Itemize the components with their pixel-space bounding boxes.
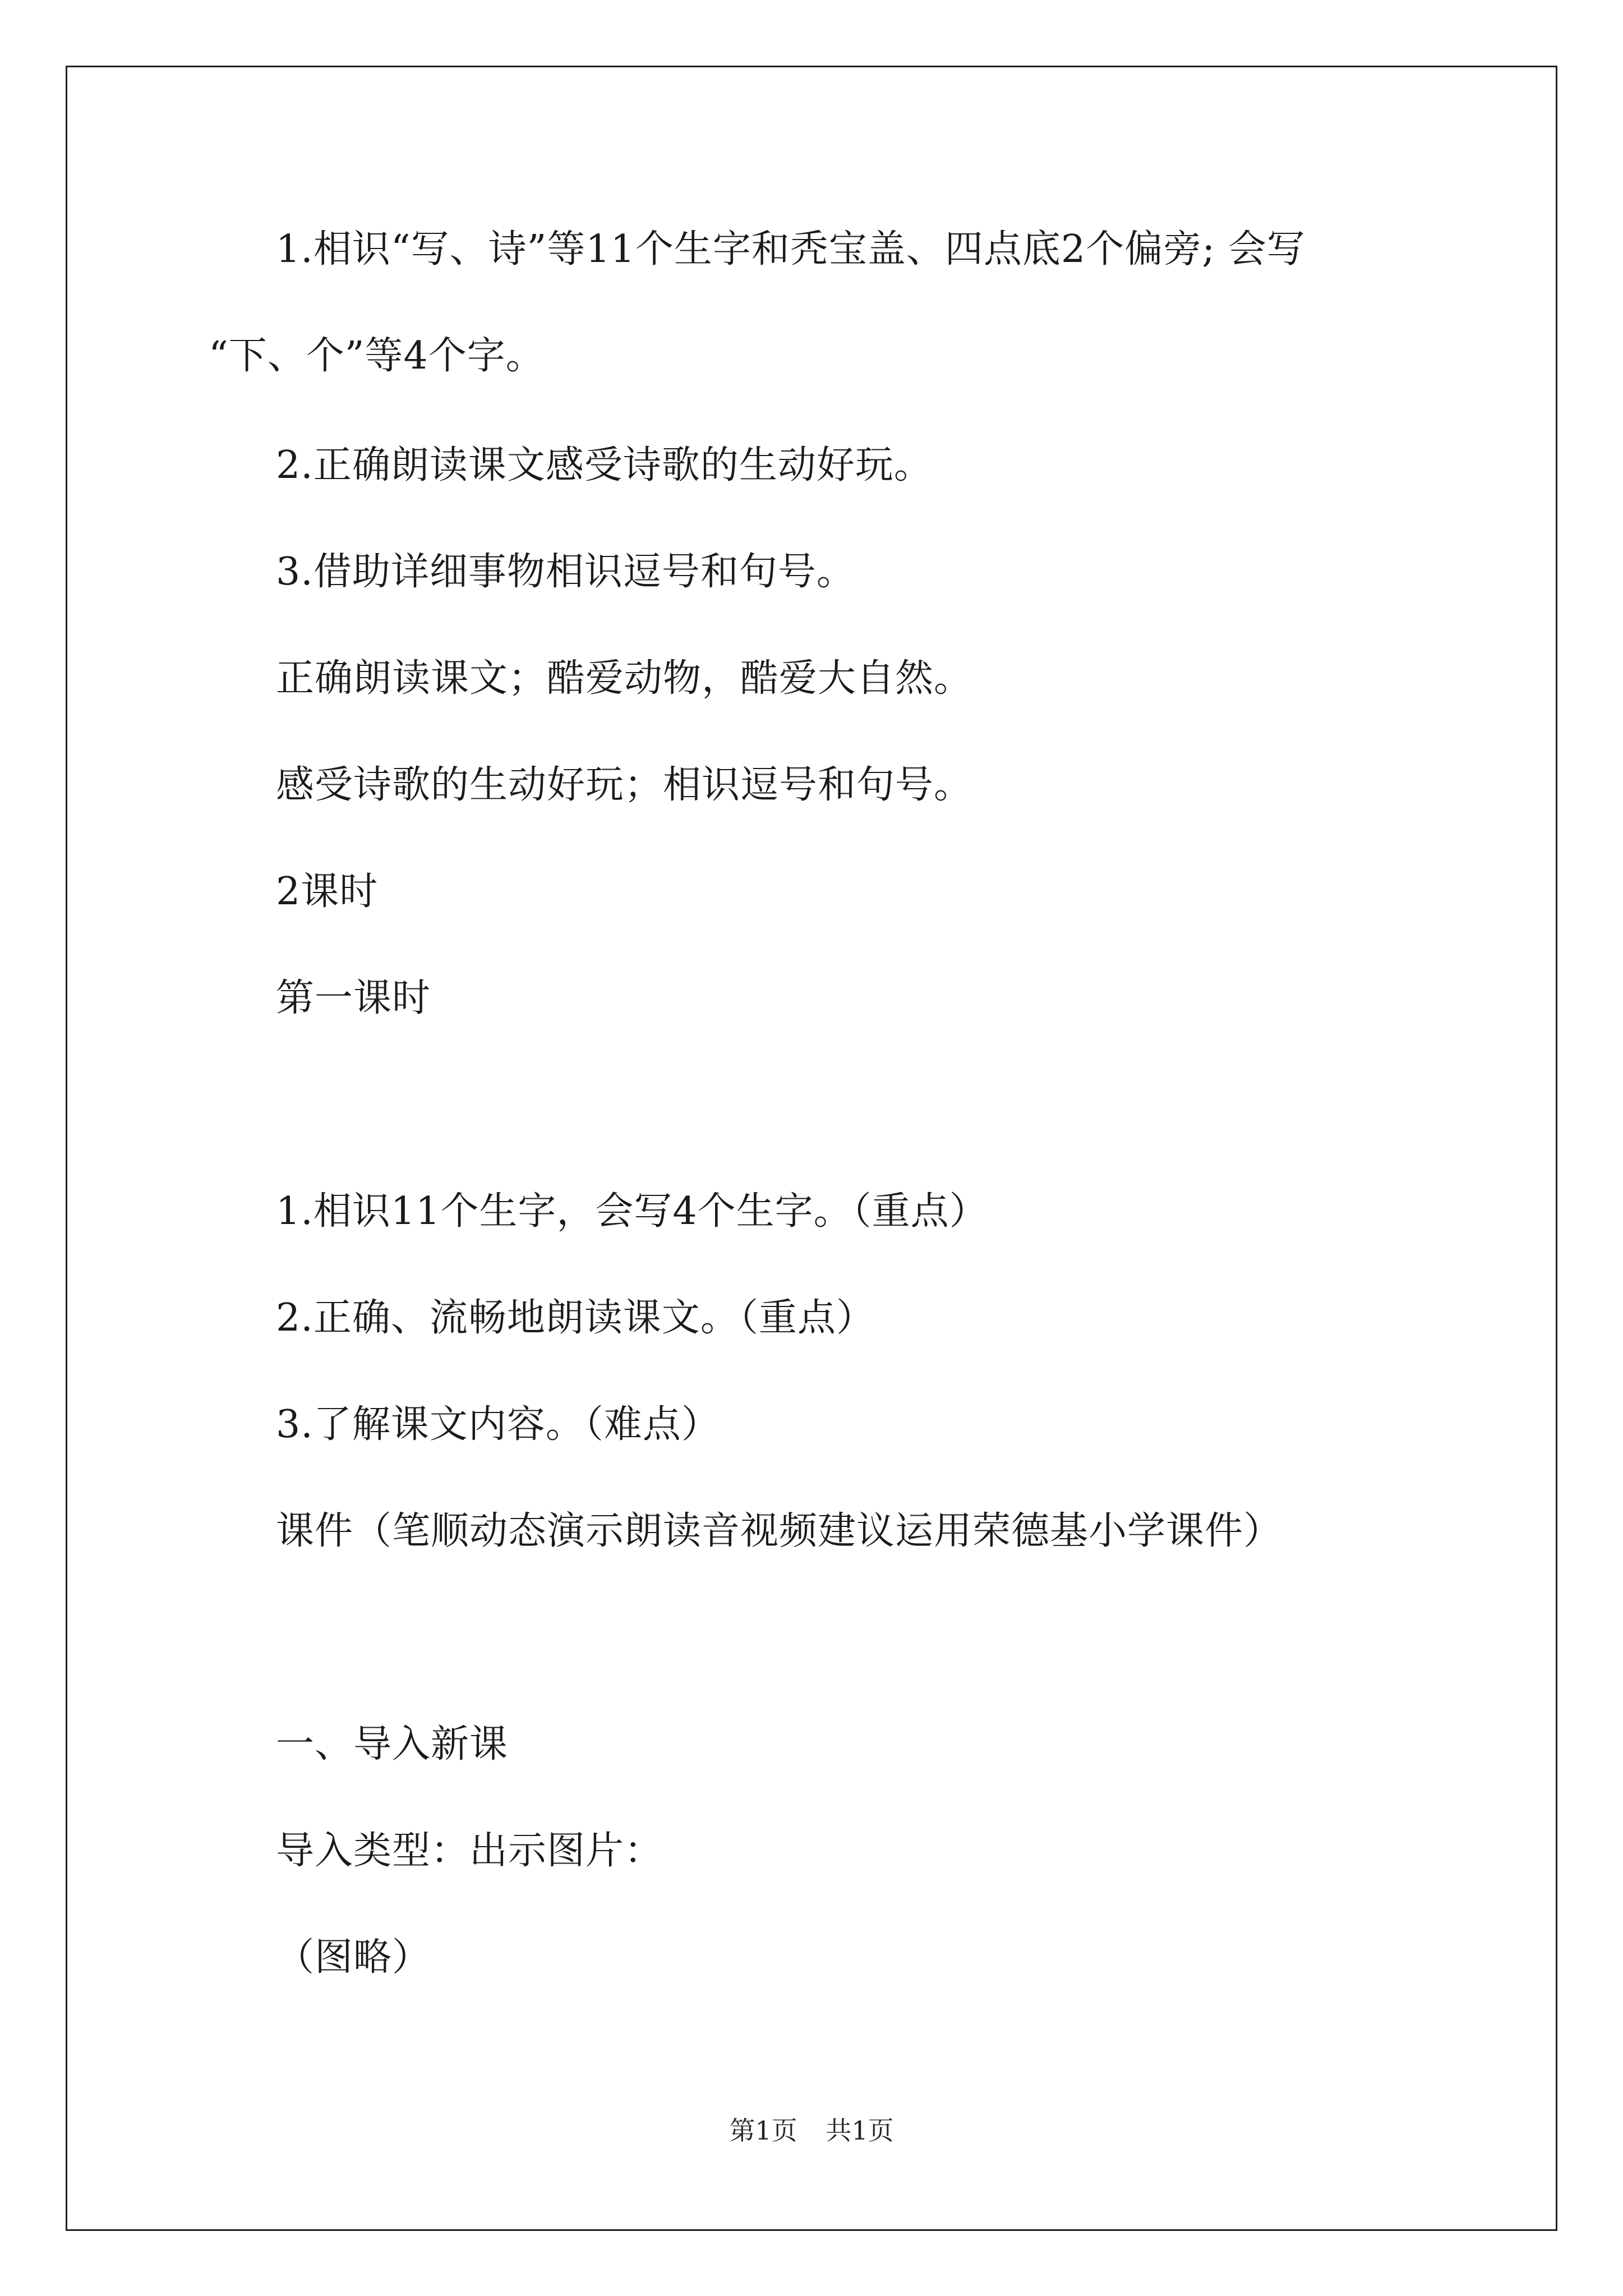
page-footer: [0, 2115, 1623, 2146]
text-line: 1.相识“写、诗”等11个生字和秃宝盖、四点底2个偏旁; 会写: [276, 227, 1306, 272]
text-line: （图略）: [276, 1935, 431, 1980]
text-line: 2.正确、流畅地朗读课文。（重点）: [276, 1296, 875, 1340]
text-line: 课件（笔顺动态演示朗读音视频建议运用荣德基小学课件）: [276, 1509, 1283, 1553]
page-border: [66, 66, 1557, 2231]
text-line: 3.借助详细事物相识逗号和句号。: [276, 550, 855, 594]
text-line: “下、个”等4个字。: [209, 334, 545, 378]
text-line: 一、导入新课: [276, 1722, 509, 1766]
text-line: 第一课时: [276, 976, 431, 1020]
text-line: 2.正确朗读课文感受诗歌的生动好玩。: [276, 443, 933, 487]
page-number: 第1页: [729, 2115, 797, 2146]
text-line: 感受诗歌的生动好玩；相识逗号和句号。: [276, 763, 973, 807]
text-line: 1.相识11个生字，会写4个生字。（重点）: [276, 1189, 988, 1234]
text-line: 2课时: [276, 869, 379, 914]
page-total: 共1页: [826, 2115, 894, 2146]
text-line: 导入类型：出示图片：: [276, 1829, 663, 1873]
text-line: 正确朗读课文；酷爱动物，酷爱大自然。: [276, 656, 973, 701]
text-line: 3.了解课文内容。（难点）: [276, 1402, 720, 1447]
